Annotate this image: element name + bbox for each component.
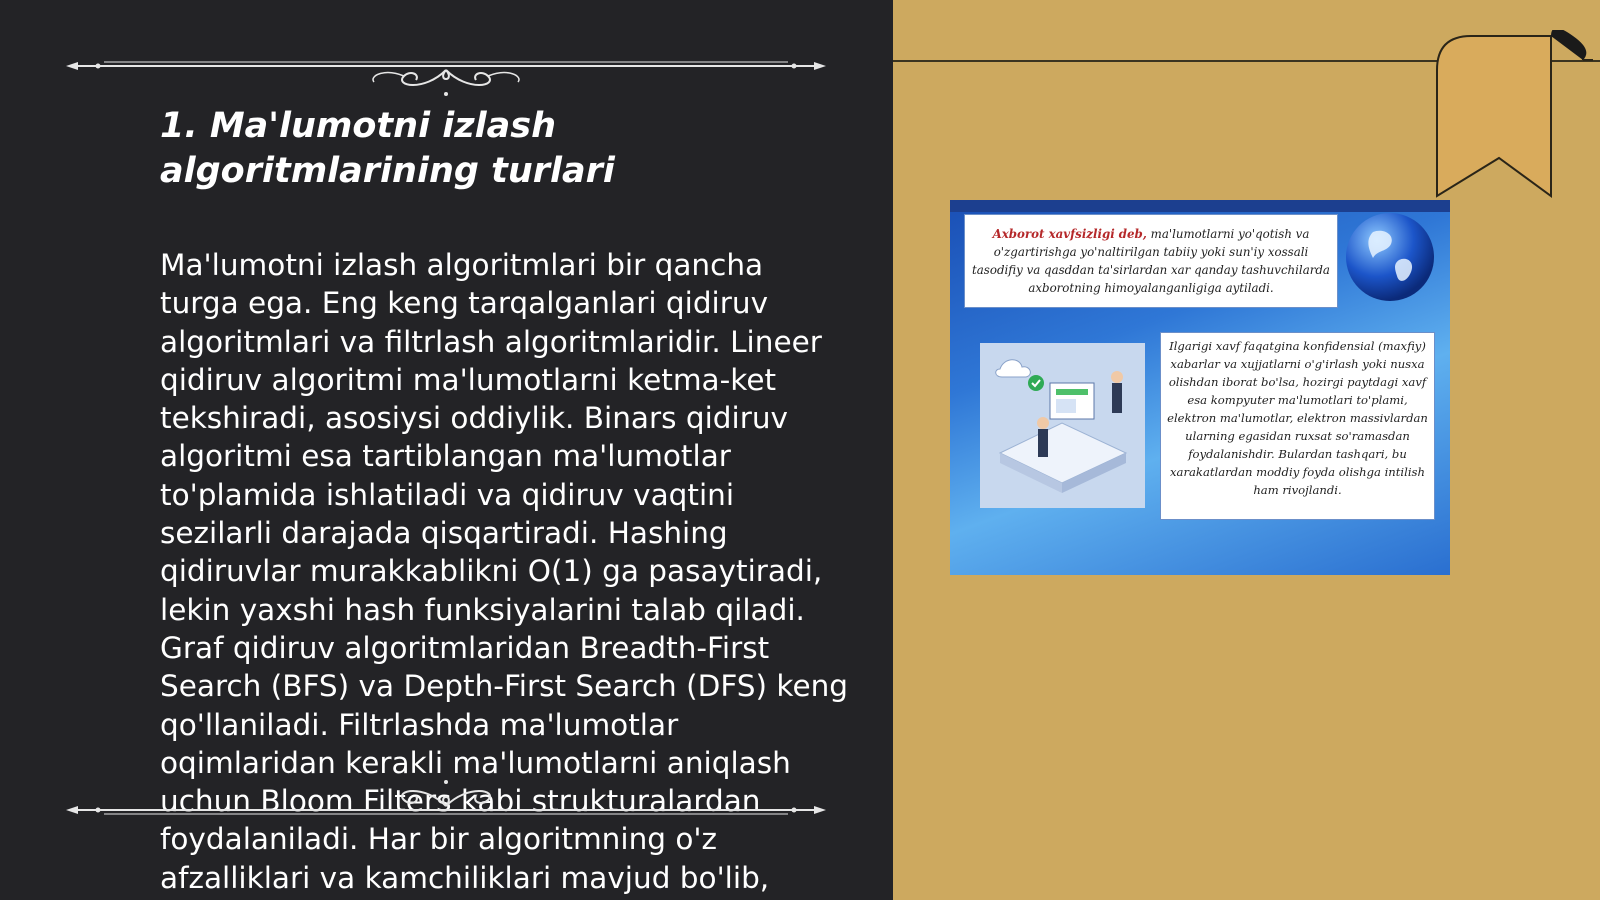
ornament-divider-bottom bbox=[64, 774, 828, 834]
slide-body-text: Ma'lumotni izlash algoritmlari bir qancha turga ega. Eng keng tarqalganlari qidiruv algoritmlari va filtrlash algoritmlaridir. Lineer qidiruv algoritmi ma'lumotlarni ketma-ket tekshiradi, asosiysi oddiylik. Binars qidiruv algoritmi esa tartiblangan ma'lumotlar to'plamida ishlatiladi va qidiruv vaqtini sezilarli darajada qisqartiradi. Hashing qidiruvlar murakkablikni O(1) ga pasaytiradi, lekin yaxshi hash funksiyalarini talab qiladi. Graf qidiruv algoritmlaridan Breadth-First Search (BFS) va Depth-First Search (DFS) keng qo'llaniladi. Filtrlashda ma'lumotlar oqimlaridan kerakli ma'lumotlarni aniqlash uchun Bloom Filters kabi strukturalardan foydalaniladi. Har bir algoritmning o'z afzalliklari va kamchiliklari mavjud bo'lib, bbox=[160, 248, 849, 895]
definition-text: ma'lumotlarni yo'qotish va o'zgartirishga yo'naltirilgan tabiiy yoki sun'iy xossali tasodifiy va qasddan ta'sirlardan xar qanday tashuvchilarda axborotning himoyalanganligiga aytiladi. bbox=[972, 227, 1330, 295]
info-box-definition bbox=[964, 214, 1338, 308]
ornament-divider-top bbox=[64, 46, 828, 106]
ribbon-bookmark-icon bbox=[1433, 30, 1593, 210]
slide-title: 1. Ma'lumotni izlash algoritmlarining turlari bbox=[160, 106, 615, 191]
globe-icon bbox=[1343, 210, 1437, 304]
info-box-threats: Ilgarigi xavf faqatgina konfidensial (maxfiy) xabarlar va xujjatlarni o'g'irlash yoki nusxa olishdan iborat bo'lsa, hozirgi paytdagi xavf esa kompyuter ma'lumotlari to'plami, elektron ma'lumotlar, elektron massivlardan ularning egasidan ruxsat so'ramasdan foydalanishdir. Bulardan tashqari, bu xarakatlardan moddiy foyda olishga intilish ham rivojlandi. bbox=[1160, 332, 1435, 520]
definition-lead: Axborot xavfsizligi deb, bbox=[992, 227, 1147, 241]
security-illustration bbox=[980, 343, 1145, 508]
security-infographic bbox=[950, 200, 1450, 575]
